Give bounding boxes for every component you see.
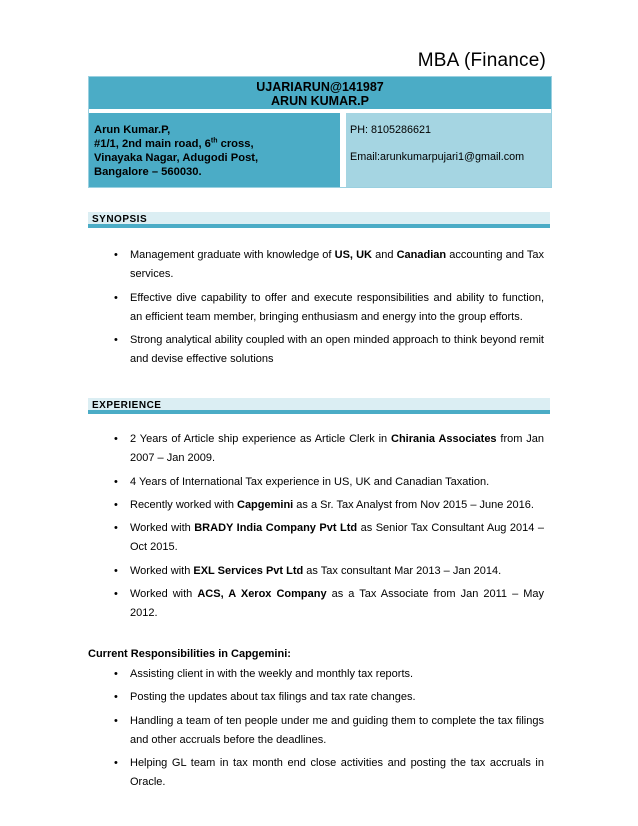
address-block bbox=[89, 113, 343, 187]
list-item bbox=[88, 473, 550, 492]
list-item-text: Posting the updates about tax filings and tax rate changes. bbox=[130, 691, 416, 704]
list-item bbox=[88, 688, 550, 707]
section-heading: EXPERIENCE bbox=[92, 400, 162, 411]
bullet-icon: • bbox=[114, 714, 118, 727]
responsibilities-list bbox=[88, 665, 550, 797]
bullet-icon: • bbox=[114, 757, 118, 770]
bullet-icon: • bbox=[114, 668, 118, 680]
list-item-text: 4 Years of International Tax experience in US, UK and Canadian Taxation. bbox=[130, 475, 490, 488]
list-item bbox=[88, 585, 550, 624]
header-name-line: ARUN KUMAR.P bbox=[271, 94, 369, 108]
bullet-icon: • bbox=[114, 475, 118, 488]
contact-header bbox=[88, 76, 552, 188]
contact-block bbox=[346, 113, 551, 187]
bullet-icon: • bbox=[114, 564, 118, 577]
list-item bbox=[88, 754, 550, 793]
list-item-text: Recently worked with Capgemini as a Sr. Tax Analyst from Nov 2015 – June 2016. bbox=[130, 498, 534, 511]
bullet-icon: • bbox=[114, 498, 118, 511]
bullet-icon: • bbox=[114, 433, 118, 445]
address-area: Vinayaka Nagar, Adugodi Post, bbox=[94, 152, 259, 164]
bullet-icon: • bbox=[114, 691, 118, 704]
address-city: Bangalore – 560030. bbox=[94, 166, 202, 178]
list-item bbox=[88, 289, 550, 328]
bullet-icon: • bbox=[114, 588, 118, 601]
phone-number: PH: 8105286621 bbox=[350, 124, 432, 136]
responsibilities-heading: Current Responsibilities in Capgemini: bbox=[88, 648, 291, 660]
list-item-text: Worked with EXL Services Pvt Ltd as Tax consultant Mar 2013 – Jan 2014. bbox=[130, 564, 502, 577]
list-item bbox=[88, 331, 550, 370]
list-item bbox=[88, 430, 550, 469]
bullet-icon: • bbox=[114, 249, 118, 261]
list-item bbox=[88, 562, 550, 581]
list-item bbox=[88, 712, 550, 751]
experience-section-header bbox=[88, 398, 550, 414]
bullet-icon: • bbox=[114, 291, 118, 304]
list-item-text: Strong analytical ability coupled with an open minded approach to think beyond remit and devise effective solutions bbox=[130, 334, 544, 366]
list-item-text: Worked with BRADY India Company Pvt Ltd as Senior Tax Consultant Aug 2014 – Oct 2015. bbox=[130, 522, 544, 554]
synopsis-list bbox=[88, 246, 550, 374]
address-name: Arun Kumar.P, bbox=[94, 124, 171, 136]
list-item-text: Worked with ACS, A Xerox Company as a Tax Associate from Jan 2011 – May 2012. bbox=[130, 588, 545, 620]
list-item-text: Effective dive capability to offer and execute responsibilities and ability to function, an efficient team member, bringing enthusiasm and energy into the group efforts. bbox=[130, 291, 544, 323]
document-title: MBA (Finance) bbox=[417, 50, 546, 71]
address-street bbox=[94, 137, 340, 151]
experience-list bbox=[88, 430, 550, 628]
address-street-sup: th bbox=[210, 137, 218, 145]
header-id-line: UJARIARUN@141987 bbox=[256, 80, 384, 94]
address-street-part: cross, bbox=[217, 138, 254, 150]
header-name-band bbox=[89, 77, 551, 111]
list-item-text: Management graduate with knowledge of US, UK and Canadian accounting and Tax services. bbox=[130, 249, 544, 281]
list-item bbox=[88, 246, 550, 285]
synopsis-section-header bbox=[88, 212, 550, 228]
list-item-text: 2 Years of Article ship experience as Article Clerk in Chirania Associates from Jan 2007 – Jan 2009. bbox=[130, 433, 544, 465]
bullet-icon: • bbox=[114, 522, 118, 535]
email-address: Email:arunkumarpujari1@gmail.com bbox=[350, 151, 525, 163]
list-item bbox=[88, 665, 550, 684]
list-item-text: Helping GL team in tax month end close activities and posting the tax accruals in Oracle. bbox=[130, 757, 544, 789]
list-item-text: Assisting client in with the weekly and monthly tax reports. bbox=[130, 668, 414, 680]
bullet-icon: • bbox=[114, 334, 118, 347]
address-street-part: #1/1, 2nd main road, 6 bbox=[94, 138, 211, 150]
section-heading: SYNOPSIS bbox=[92, 214, 148, 225]
list-item bbox=[88, 519, 550, 558]
list-item-text: Handling a team of ten people under me and guiding them to complete the tax filings and other accruals before the deadlines. bbox=[130, 714, 544, 746]
list-item bbox=[88, 496, 550, 515]
